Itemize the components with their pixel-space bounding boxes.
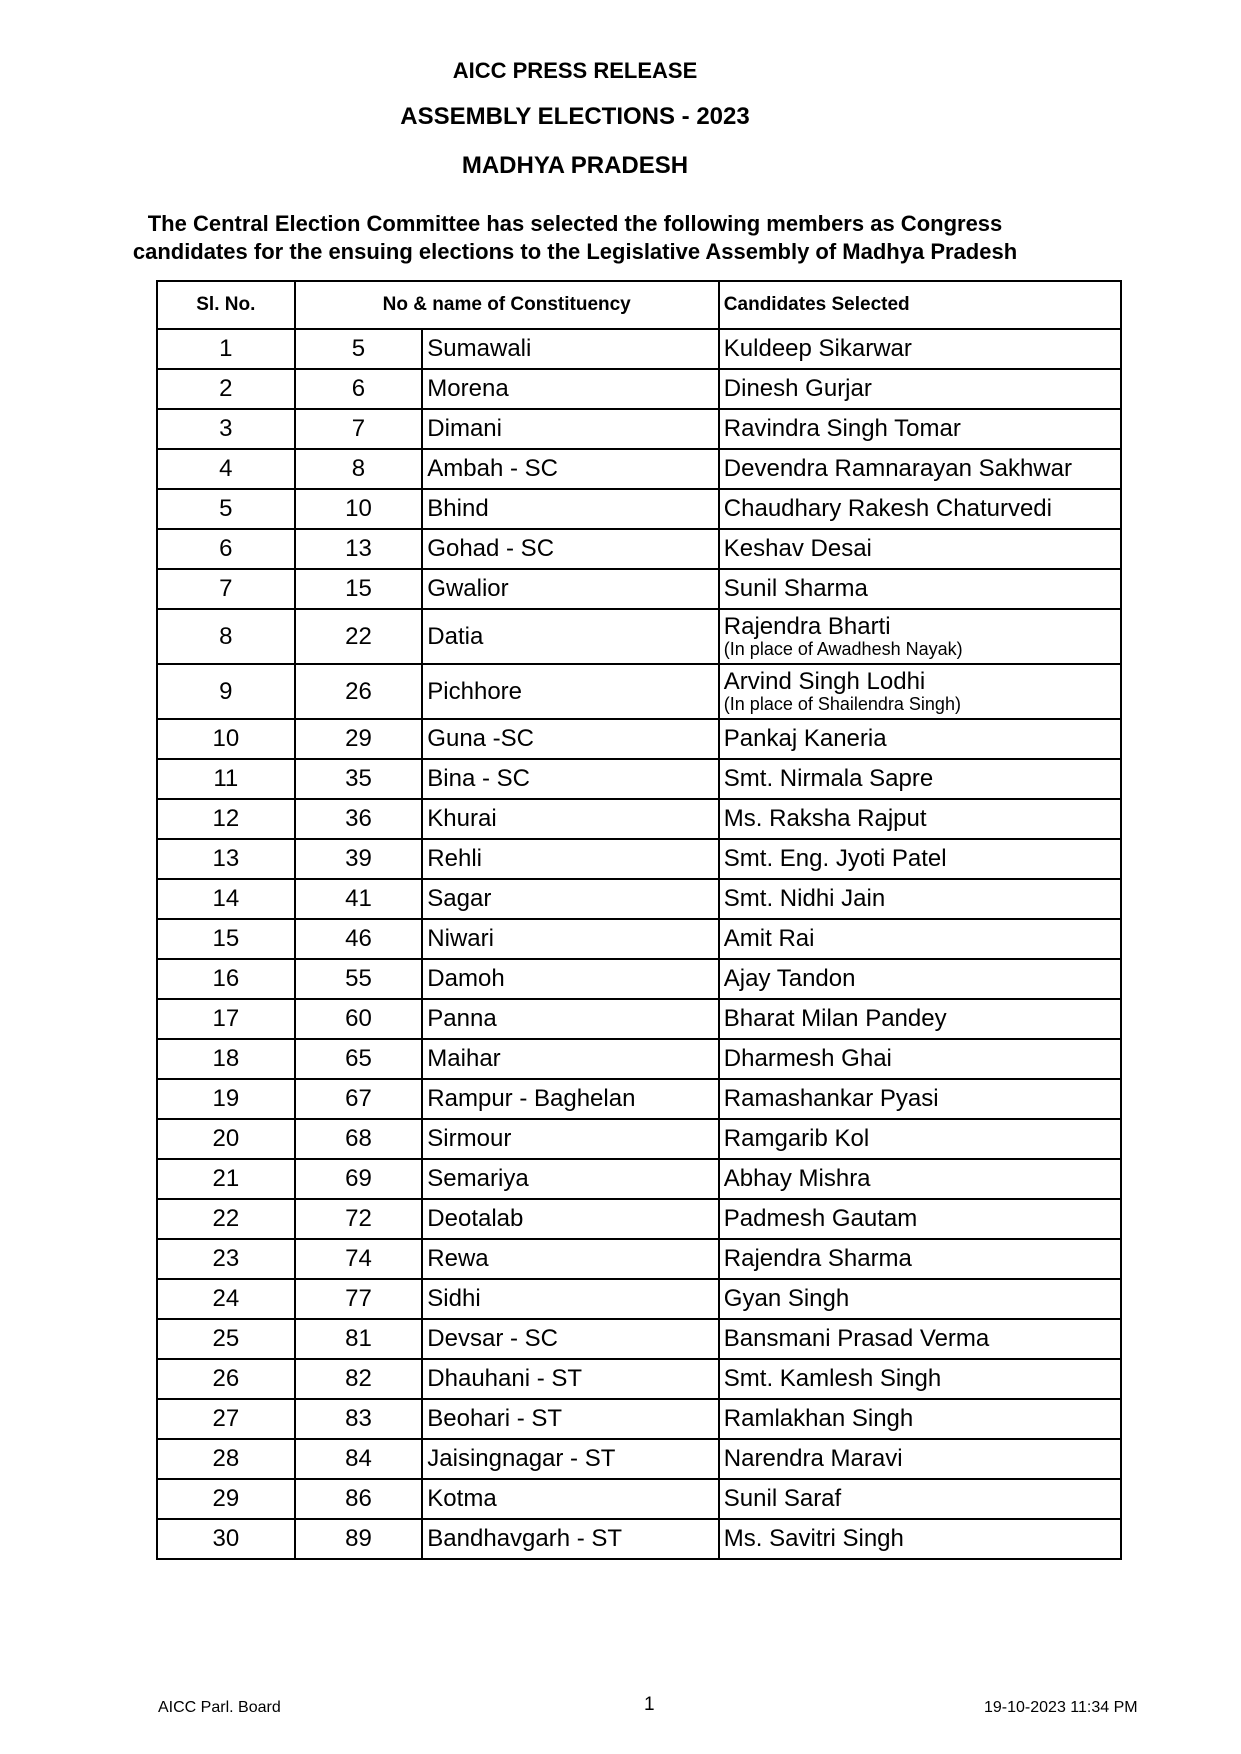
candidate-cell <box>719 409 1121 449</box>
sl-no-cell: 15 <box>157 919 295 959</box>
constituency-name-cell: Panna <box>422 999 719 1039</box>
candidate-cell <box>719 1479 1121 1519</box>
candidate-cell <box>719 719 1121 759</box>
constituency-no-cell: 36 <box>295 799 423 839</box>
candidate-name: Dharmesh Ghai <box>723 1045 892 1072</box>
press-release-title: AICC PRESS RELEASE <box>452 58 698 83</box>
candidate-name: Arvind Singh Lodhi <box>723 668 926 695</box>
sl-no-cell: 26 <box>157 1359 295 1399</box>
constituency-name-cell: Niwari <box>422 919 719 959</box>
table-row <box>157 999 1121 1039</box>
constituency-no-cell: 83 <box>295 1399 423 1439</box>
candidate-name: Narendra Maravi <box>723 1445 903 1472</box>
constituency-name-cell: Khurai <box>422 799 719 839</box>
candidate-name: Smt. Eng. Jyoti Patel <box>723 845 947 872</box>
constituency-name-cell: Sirmour <box>422 1119 719 1159</box>
constituency-name-cell: Devsar - SC <box>422 1319 719 1359</box>
constituency-no-cell: 65 <box>295 1039 423 1079</box>
table-row <box>157 959 1121 999</box>
sl-no-cell: 3 <box>157 409 295 449</box>
candidate-name: Bharat Milan Pandey <box>723 1005 947 1032</box>
table-row <box>157 664 1121 719</box>
candidate-cell <box>719 1079 1121 1119</box>
sl-no-cell: 9 <box>157 664 295 719</box>
constituency-no-cell: 68 <box>295 1119 423 1159</box>
candidate-name: Rajendra Bharti <box>723 613 891 640</box>
constituency-no-cell: 26 <box>295 664 423 719</box>
table-row <box>157 1119 1121 1159</box>
candidate-name: Ajay Tandon <box>723 965 856 992</box>
sl-no-cell: 14 <box>157 879 295 919</box>
candidate-cell <box>719 999 1121 1039</box>
table-row <box>157 799 1121 839</box>
table-row <box>157 879 1121 919</box>
candidate-cell <box>719 759 1121 799</box>
candidate-cell <box>719 1319 1121 1359</box>
candidate-name: Amit Rai <box>723 925 815 952</box>
candidate-name: Kuldeep Sikarwar <box>723 335 912 362</box>
state-title: MADHYA PRADESH <box>461 152 689 179</box>
candidate-name: Bansmani Prasad Verma <box>723 1325 990 1352</box>
candidate-cell <box>719 919 1121 959</box>
table-row <box>157 529 1121 569</box>
sl-no-cell: 7 <box>157 569 295 609</box>
sl-no-cell: 20 <box>157 1119 295 1159</box>
candidate-cell <box>719 329 1121 369</box>
table-row <box>157 719 1121 759</box>
candidate-cell <box>719 529 1121 569</box>
constituency-no-cell: 81 <box>295 1319 423 1359</box>
constituency-no-cell: 15 <box>295 569 423 609</box>
table-row <box>157 1479 1121 1519</box>
table-row <box>157 609 1121 664</box>
candidate-name: Keshav Desai <box>723 535 872 562</box>
table-row <box>157 1039 1121 1079</box>
constituency-name-cell: Dhauhani - ST <box>422 1359 719 1399</box>
candidate-cell <box>719 839 1121 879</box>
constituency-name-cell: Datia <box>422 609 719 664</box>
constituency-no-cell: 41 <box>295 879 423 919</box>
constituency-name-cell: Rehli <box>422 839 719 879</box>
candidate-name: Sunil Sharma <box>723 575 868 602</box>
constituency-no-cell: 77 <box>295 1279 423 1319</box>
constituency-no-cell: 72 <box>295 1199 423 1239</box>
table-row <box>157 839 1121 879</box>
sl-no-cell: 23 <box>157 1239 295 1279</box>
table-row <box>157 369 1121 409</box>
sl-no-cell: 12 <box>157 799 295 839</box>
table-header-row <box>157 281 1121 329</box>
table-row <box>157 569 1121 609</box>
constituency-name-cell: Bandhavgarh - ST <box>422 1519 719 1559</box>
constituency-no-cell: 7 <box>295 409 423 449</box>
constituency-name-cell: Ambah - SC <box>422 449 719 489</box>
candidate-cell <box>719 1119 1121 1159</box>
constituency-no-cell: 86 <box>295 1479 423 1519</box>
sl-no-cell: 11 <box>157 759 295 799</box>
constituency-name-cell: Bina - SC <box>422 759 719 799</box>
sl-no-cell: 21 <box>157 1159 295 1199</box>
candidate-cell <box>719 369 1121 409</box>
constituency-name-cell: Rampur - Baghelan <box>422 1079 719 1119</box>
table-row <box>157 1239 1121 1279</box>
table-row <box>157 919 1121 959</box>
candidate-cell <box>719 1399 1121 1439</box>
sl-no-cell: 30 <box>157 1519 295 1559</box>
constituency-name-cell: Bhind <box>422 489 719 529</box>
constituency-name-cell: Jaisingnagar - ST <box>422 1439 719 1479</box>
candidate-name: Smt. Nidhi Jain <box>723 885 886 912</box>
constituency-no-cell: 39 <box>295 839 423 879</box>
intro-line-1: The Central Election Committee has selected the following members as Congress <box>147 211 1003 236</box>
candidate-cell <box>719 799 1121 839</box>
candidate-cell <box>719 879 1121 919</box>
election-title: ASSEMBLY ELECTIONS - 2023 <box>400 103 750 130</box>
constituency-name-cell: Sidhi <box>422 1279 719 1319</box>
footer-timestamp: 19-10-2023 11:34 PM <box>984 1699 1138 1716</box>
constituency-no-cell: 8 <box>295 449 423 489</box>
constituency-name-cell: Dimani <box>422 409 719 449</box>
candidate-cell <box>719 664 1121 719</box>
candidate-cell <box>719 1359 1121 1399</box>
sl-no-cell: 1 <box>157 329 295 369</box>
sl-no-cell: 4 <box>157 449 295 489</box>
sl-no-cell: 28 <box>157 1439 295 1479</box>
sl-no-cell: 8 <box>157 609 295 664</box>
constituency-no-cell: 69 <box>295 1159 423 1199</box>
constituency-name-cell: Deotalab <box>422 1199 719 1239</box>
candidate-cell <box>719 489 1121 529</box>
constituency-no-cell: 89 <box>295 1519 423 1559</box>
candidate-cell <box>719 1239 1121 1279</box>
table-row <box>157 409 1121 449</box>
sl-no-cell: 16 <box>157 959 295 999</box>
constituency-no-cell: 46 <box>295 919 423 959</box>
constituency-name-cell: Gohad - SC <box>422 529 719 569</box>
constituency-no-cell: 67 <box>295 1079 423 1119</box>
candidate-cell <box>719 569 1121 609</box>
candidate-name: Pankaj Kaneria <box>723 725 887 752</box>
candidates-table <box>156 280 1122 1560</box>
constituency-name-cell: Guna -SC <box>422 719 719 759</box>
constituency-no-cell: 74 <box>295 1239 423 1279</box>
candidate-cell <box>719 1279 1121 1319</box>
constituency-no-cell: 60 <box>295 999 423 1039</box>
constituency-name-cell: Gwalior <box>422 569 719 609</box>
candidate-name: Padmesh Gautam <box>723 1205 918 1232</box>
constituency-no-cell: 29 <box>295 719 423 759</box>
candidate-name: Ramgarib Kol <box>723 1125 870 1152</box>
candidate-name: Smt. Kamlesh Singh <box>723 1365 942 1392</box>
intro-line-2: candidates for the ensuing elections to the Legislative Assembly of Madhya Pradesh <box>132 239 1018 264</box>
constituency-name-cell: Beohari - ST <box>422 1399 719 1439</box>
header-constituency: No & name of Constituency <box>295 281 719 329</box>
header-candidates: Candidates Selected <box>719 281 1121 329</box>
constituency-no-cell: 84 <box>295 1439 423 1479</box>
constituency-name-cell: Maihar <box>422 1039 719 1079</box>
constituency-no-cell: 35 <box>295 759 423 799</box>
candidate-name: Abhay Mishra <box>723 1165 871 1192</box>
table-row <box>157 1319 1121 1359</box>
table-row <box>157 1079 1121 1119</box>
candidate-note: (In place of Awadhesh Nayak) <box>723 639 963 659</box>
candidate-name: Ms. Raksha Rajput <box>723 805 927 832</box>
candidate-name: Devendra Ramnarayan Sakhwar <box>723 455 1072 482</box>
candidate-name: Gyan Singh <box>723 1285 850 1312</box>
candidate-cell <box>719 959 1121 999</box>
constituency-name-cell: Semariya <box>422 1159 719 1199</box>
table-row <box>157 1519 1121 1559</box>
intro-text <box>0 210 1150 266</box>
sl-no-cell: 22 <box>157 1199 295 1239</box>
candidate-cell <box>719 1439 1121 1479</box>
candidate-name: Smt. Nirmala Sapre <box>723 765 934 792</box>
table-row <box>157 1279 1121 1319</box>
candidate-cell <box>719 1199 1121 1239</box>
candidate-cell <box>719 449 1121 489</box>
candidate-name: Ravindra Singh Tomar <box>723 415 961 442</box>
candidate-name: Ramashankar Pyasi <box>723 1085 939 1112</box>
sl-no-cell: 5 <box>157 489 295 529</box>
candidate-note: (In place of Shailendra Singh) <box>723 694 961 714</box>
sl-no-cell: 17 <box>157 999 295 1039</box>
table-row <box>157 1359 1121 1399</box>
table-row <box>157 449 1121 489</box>
constituency-name-cell: Rewa <box>422 1239 719 1279</box>
constituency-no-cell: 10 <box>295 489 423 529</box>
sl-no-cell: 29 <box>157 1479 295 1519</box>
sl-no-cell: 2 <box>157 369 295 409</box>
constituency-name-cell: Damoh <box>422 959 719 999</box>
candidate-name: Sunil Saraf <box>723 1485 842 1512</box>
footer-board: AICC Parl. Board <box>158 1699 281 1716</box>
candidate-name: Chaudhary Rakesh Chaturvedi <box>723 495 1052 522</box>
header-sl-no: Sl. No. <box>157 281 295 329</box>
table-row <box>157 1199 1121 1239</box>
candidate-cell <box>719 1039 1121 1079</box>
constituency-no-cell: 22 <box>295 609 423 664</box>
sl-no-cell: 19 <box>157 1079 295 1119</box>
constituency-no-cell: 5 <box>295 329 423 369</box>
sl-no-cell: 25 <box>157 1319 295 1359</box>
constituency-no-cell: 13 <box>295 529 423 569</box>
footer-page-number: 1 <box>644 1694 655 1715</box>
constituency-no-cell: 6 <box>295 369 423 409</box>
table-row <box>157 1399 1121 1439</box>
sl-no-cell: 18 <box>157 1039 295 1079</box>
sl-no-cell: 10 <box>157 719 295 759</box>
candidate-name: Ms. Savitri Singh <box>723 1525 904 1552</box>
sl-no-cell: 13 <box>157 839 295 879</box>
constituency-no-cell: 82 <box>295 1359 423 1399</box>
constituency-name-cell: Sumawali <box>422 329 719 369</box>
sl-no-cell: 27 <box>157 1399 295 1439</box>
table-row <box>157 489 1121 529</box>
sl-no-cell: 24 <box>157 1279 295 1319</box>
constituency-name-cell: Pichhore <box>422 664 719 719</box>
table-row <box>157 1159 1121 1199</box>
constituency-name-cell: Sagar <box>422 879 719 919</box>
candidate-name: Dinesh Gurjar <box>723 375 872 402</box>
candidate-name: Ramlakhan Singh <box>723 1405 914 1432</box>
candidate-cell <box>719 1519 1121 1559</box>
constituency-name-cell: Kotma <box>422 1479 719 1519</box>
candidate-cell <box>719 1159 1121 1199</box>
table-row <box>157 1439 1121 1479</box>
constituency-name-cell: Morena <box>422 369 719 409</box>
candidate-cell <box>719 609 1121 664</box>
constituency-no-cell: 55 <box>295 959 423 999</box>
table-row <box>157 329 1121 369</box>
candidate-name: Rajendra Sharma <box>723 1245 912 1272</box>
sl-no-cell: 6 <box>157 529 295 569</box>
table-row <box>157 759 1121 799</box>
